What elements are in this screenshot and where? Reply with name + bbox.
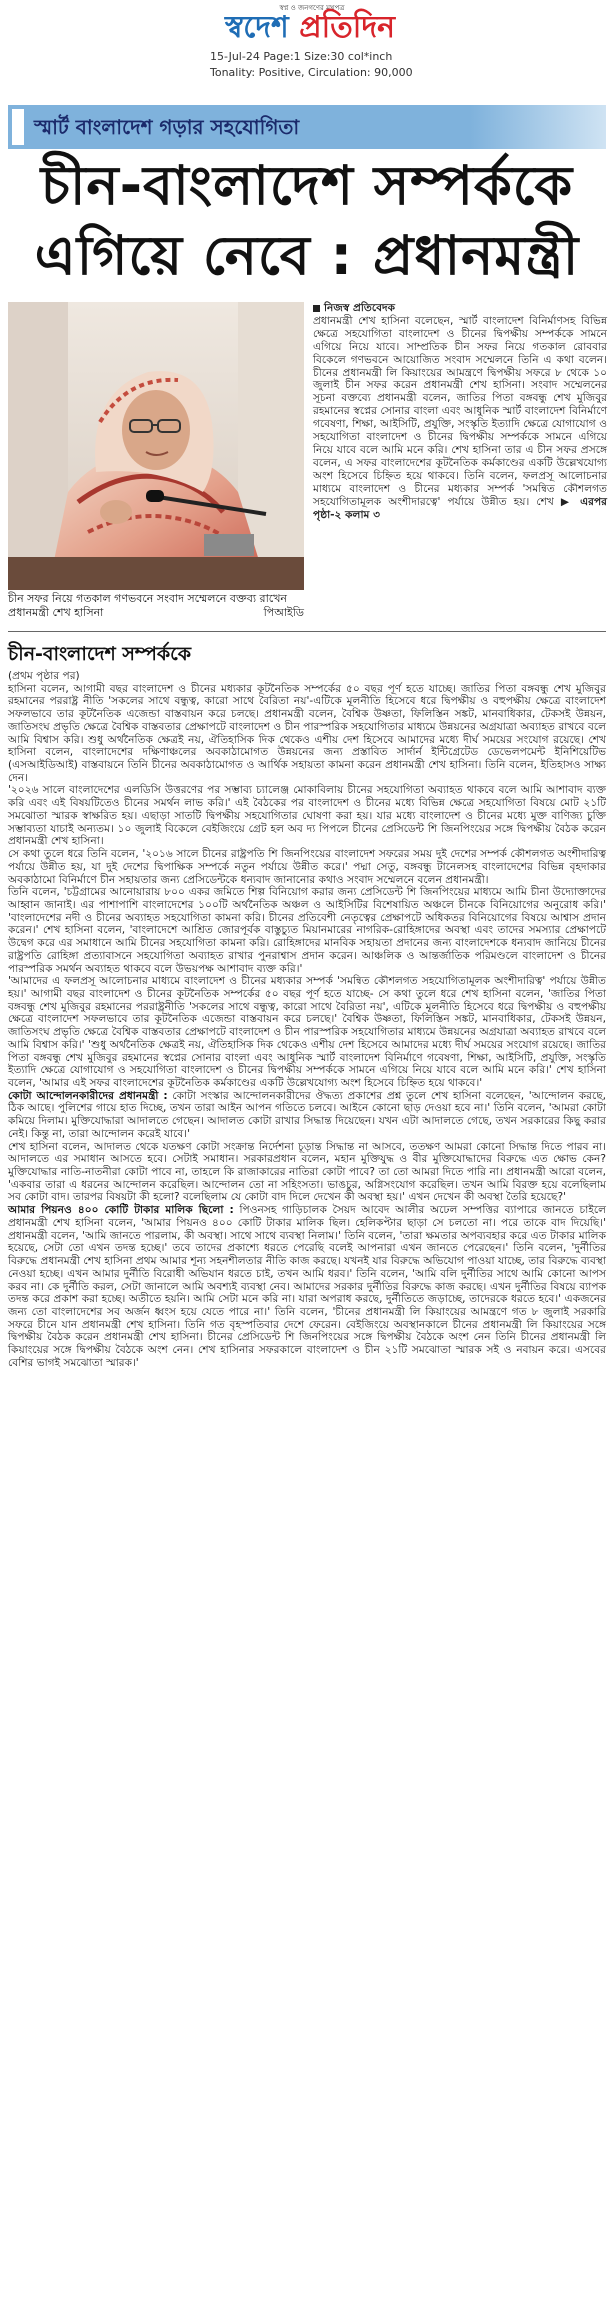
body-paragraph: শেখ হাসিনা বলেন, আদালত থেকে যতক্ষণ কোটা সংক্রান্ত নির্দেশনা চূড়ান্ত সিদ্ধান্ত না আসবে, ততক্ষণ আমরা কোনো সিদ্ধান্ত দিতে পারব না। আদালতে এর সমাধান আসতে হবে। সেটাই সমাধান। সরকারপ্রধান বলেন, মহান মুক্তিযুদ্ধ ও বীর মুক্তিযোদ্ধাদের বিরুদ্ধে এত ক্ষোভ কেন? মুক্তিযোদ্ধার নাতি-নাতনীরা কোটা পাবে না, তাহলে কি রাজাকারের নাতিরা কোটা পাবে? তা তো আমরা দিতে পারি না। প্রধানমন্ত্রী আরো বলেন, 'একবার তারা এ ধরনের আন্দোলন করেছিল। আন্দোলন তো না সহিংসতা। ভাঙচুর, অগ্নিসংযোগ করেছিল। তখন আমি বিরক্ত হয়ে বলেছিলাম সব কোটা বাদ। তারপর বিষয়টা কী হলো? বলেছিলাম যে কোটা বাদ দিলে দেখেন কী অবস্থা হয়।' এখন দেখেন কী অবস্থা তৈরি হয়েছে?' (8, 1140, 606, 1204)
peon-subheading: আমার পিয়নও ৪০০ কোটি টাকার মালিক ছিলো : (8, 1204, 234, 1217)
peon-section (8, 1204, 606, 1369)
banner-kicker: স্মার্ট বাংলাদেশ গড়ার সহযোগিতা (34, 115, 300, 139)
continued-marker: ▶ এরপর পৃষ্ঠা-২ কলাম ৩ (313, 495, 607, 521)
body-paragraph: হাসিনা বলেন, আগামী বছর বাংলাদেশ ও চীনের মধ্যকার কূটনৈতিক সম্পর্কের ৫০ বছর পূর্ণ হতে যাচ্ছে। জাতির পিতা বঙ্গবন্ধু শেখ মুজিবুর রহমানের পররাষ্ট্র নীতি 'সকলের সাথে বন্ধুত্ব, কারো সাথে বৈরিতা নয়'-এটিকে মূলনীতি হিসেবে ধরে দ্বিপক্ষীয় ও বহুপক্ষীয় ক্ষেত্রে বাংলাদেশ সফলভাবে তার কূটনৈতিক এজেন্ডা বাস্তবায়ন করে চলছে। প্রধানমন্ত্রী বলেন, বৈশ্বিক উষ্ণতা, ফিলিস্তিন সঙ্কট, মানবাধিকার, টেকসই উন্নয়ন, জাতিসংঘ প্রভৃতি ক্ষেত্রে বৈশ্বিক বাস্তবতার প্রেক্ষাপটে বাংলাদেশ ও চীন পারস্পরিক সহযোগিতার মাধ্যমে উন্নয়নের অগ্রযাত্রা অব্যাহত রাখবে বলে আমি বিশ্বাস করি। শুধু অর্থনৈতিক ক্ষেত্রই নয়, ঐতিহাসিক দিক থেকেও এশীয় দেশ হিসেবে আমাদের মধ্যে দীর্ঘ সময়ের সংযোগ রয়েছে। শেখ হাসিনা বলেন, বাংলাদেশের দক্ষিণাঞ্চলের অবকাঠামোগত উন্নয়নের জন্য প্রস্তাবিত সার্দার্ন ইন্টিগ্রেটেড ডেভেলপমেন্ট ইনিশিয়েটিভ (এসআইডিআই) বাস্তবায়নে তিনি চীনের অবকাঠামোগত ও আর্থিক সহায়তা কামনা করেন প্রধানমন্ত্রী শেখ হাসিনা। তিনি বলেন, ইতিহাসও সাক্ষ্য দেন। (8, 682, 606, 784)
newspaper-logo (200, 9, 420, 47)
photo-credit: পিআইডি (263, 606, 304, 619)
jump-headline: চীন-বাংলাদেশ সম্পর্ককে (8, 643, 192, 665)
body-paragraph: 'আমাদের এ ফলপ্রসূ আলোচনার মাধ্যমে বাংলাদেশ ও চীনের মধ্যকার সম্পর্ক 'সমন্বিত কৌশলগত সহযোগিতামূলক অংশীদারিত্ব' পর্যায়ে উন্নীত হয়।' আগামী বছর বাংলাদেশ ও চীনের কূটনৈতিক সম্পর্কের ৫০ বছর পূর্ণ হতে যাচ্ছে- সে কথা তুলে ধরে শেখ হাসিনা বলেন, 'জাতির পিতা বঙ্গবন্ধু শেখ মুজিবুর রহমানের পররাষ্ট্রনীতি 'সকলের সাথে বন্ধুত্ব, কারো সাথে বৈরিতা নয়', এটিকে মূলনীতি হিসেবে ধরে দ্বিপক্ষীয় ও বহুপক্ষীয় ক্ষেত্রে বাংলাদেশ সফলভাবে তার কূটনৈতিক এজেন্ডা বাস্তবায়ন করে চলছে।' বৈশ্বিক উষ্ণতা, ফিলিস্তিন সঙ্কট, মানবাধিকার, টেকসই উন্নয়ন, জাতিসংঘ প্রভৃতি ক্ষেত্রে বৈশ্বিক বাস্তবতার প্রেক্ষাপটে বাংলাদেশ ও চীন পারস্পরিক সহযোগিতার মাধ্যমে উন্নয়নের অগ্রযাত্রা অব্যাহত রাখবে বলে আমি বিশ্বাস করি।' 'শুধু অর্থনৈতিক ক্ষেত্রই নয়, ঐতিহাসিক দিক থেকেও এশীয় দেশ হিসেবে আমাদের মধ্যে দীর্ঘ সময়ের সংযোগ রয়েছে। জাতির পিতা বঙ্গবন্ধু শেখ মুজিবুর রহমানের স্বপ্নের সোনার বাংলা এবং আধুনিক স্মার্ট বাংলাদেশ বিনির্মাণে গবেষণা, শিক্ষা, আইসিটি, প্রযুক্তি, সংস্কৃতি ইত্যাদি ক্ষেত্রে যোগাযোগ ও সহযোগিতা বাংলাদেশ ও চীনের দ্বিপক্ষীয় সম্পর্ককে সামনে এগিয়ে নিয়ে যাবে বলে আমি মনে করি।' শেখ হাসিনা বলেন, 'আমার এই সফর বাংলাদেশের কূটনৈতিক কর্মকাণ্ডের একটি উল্লেখযোগ্য অংশ হিসেবে চিহ্নিত হয়ে থাকবে।' (8, 975, 606, 1089)
clipping-date-line: 15-Jul-24 Page:1 Size:30 col*inch (210, 50, 393, 63)
jump-article-body (8, 670, 606, 1370)
headline-line-2: এগিয়ে নেবে : প্রধানমন্ত্রী (34, 224, 580, 287)
peon-text: পিওনসহ গাড়িচালক সৈয়দ আবেদ আলীর অঢেল সম্পত্তির ব্যাপারে জানতে চাইলে প্রধানমন্ত্রী শেখ হাসিনা বলেন, 'আমার পিয়নও ৪০০ কোটি টাকার মালিক ছিল। হেলিকপ্টার ছাড়া সে চলতো না। পরে তাকে বাদ দিয়েছি।' প্রধানমন্ত্রী বলেন, 'আমি জানতে পারলাম, কী অবস্থা। সাথে সাথে ব্যবস্থা নিলাম।' তিনি বলেন, 'তারা ক্ষমতার অপব্যবহার করে এত টাকার মালিক হয়েছে, সেটা তো এখন তদন্ত হচ্ছে।' তবে তাদের প্রকাশ্যে ধরতে পেরেছি বলেই আপনারা এখন জানতে পেরেছেন।' তিনি বলেন, 'দুর্নীতির বিরুদ্ধে প্রধানমন্ত্রী শেখ হাসিনা প্রথম আমার শূন্য সহনশীলতার নীতি কাজ করছে। যখনই যার বিরুদ্ধে অভিযোগ পাওয়া যাচ্ছে, তার বিরুদ্ধে ব্যবস্থা নেওয়া হচ্ছে। এখন আমার দুর্নীতি বিরোধী অভিযান ধরতে চাই, তখন আমি ধরব।' তিনি বলেন, 'আমি বলি দুর্নীতির সাথে আমি কোনো আপস করব না। কে দুর্নীতি করল, সেটা জানালে আমি অবশ্যই ব্যবস্থা নেব। আমাদের সরকার দুর্নীতির বিরুদ্ধে কাজ করছে। এখন দুর্নীতির বিষয়ে ব্যাপক তদন্ত করে প্রকাশ করা হচ্ছে। অতীতে হয়নি। আমি সেটা মনে করি না। যারা অপরাধ করছে, দুর্নীতিতে জড়াচ্ছে, তাদেরকে ধরতে হবে।' একজনের জন্য তো বাংলাদেশের সব অর্জন ধ্বংস হয়ে যেতে পারে না।' তিনি বলেন, 'চীনের প্রধানমন্ত্রী লি কিয়াংয়ের আমন্ত্রণে গত ৮ জুলাই সরকারি সফরে চীনে যান প্রধানমন্ত্রী শেখ হাসিনা। তিনি গত বৃহস্পতিবার দেশে ফেরেন। বেইজিংয়ে অবস্থানকালে চীনের প্রধানমন্ত্রী লি কিয়াংয়ের সঙ্গে দ্বিপক্ষীয় বৈঠক করেন প্রধানমন্ত্রী শেখ হাসিনা। চীনের প্রেসিডেন্ট শি জিনপিংয়ের সঙ্গে দ্বিপক্ষীয় বৈঠকে অংশ নেন তিনি চীনের প্রধানমন্ত্রী লি কিয়াংয়ের সঙ্গে দ্বিপক্ষীয় বৈঠকে অংশ নেন। শেখ হাসিনার সফরকালে বাংলাদেশ ও চীন ২১টি সমঝোতা স্মারক সই ও নবায়ন করে। এসবের বেশির ভাগই সমঝোতা স্মারক।' (8, 1204, 606, 1369)
headline-line-1: চীন-বাংলাদেশ সম্পর্ককে (40, 154, 574, 217)
quota-section (8, 1090, 606, 1141)
masthead-tagline: স্বপ্ন ও জনগণের মুখপত্র (279, 4, 345, 12)
banner-fade (470, 105, 606, 149)
quota-text: কোটা সংস্কার আন্দোলনকারীদের ঔদ্ধত্য প্রকাশের প্রশ্ন তুলে শেখ হাসিনা বলেছেন, 'আন্দোলন করছে, ঠিক আছে। পুলিশের গায়ে হাত দিচ্ছে, তখন তারা আইন আপন গতিতে চলবে। আইনে কোনো ছাড় দেওয়া হবে না।' তিনি বলেন, 'আমরা কোটা কমিয়ে দিলাম। মুক্তিযোদ্ধারা আদালতে গেছেন। আদালত কোটা রাখার সিদ্ধান্ত দিয়েছেন। যখন এটা আদালতে গেছে, তখন সরকারের কিছু করার নেই। কিন্তু না, তারা আন্দোলন করেই যাবে।' (8, 1089, 606, 1140)
continued-on: এরপর পৃষ্ঠা-২ কলাম ৩ (313, 495, 607, 521)
byline: নিজস্ব প্রতিবেদক (324, 302, 395, 314)
body-paragraph: '২০২৬ সালে বাংলাদেশের এলডিসি উত্তরণের পর সম্ভাব্য চ্যালেঞ্জ মোকাবিলায় চীনের সহযোগিতা অব্যাহত থাকবে বলে আমি আশাবাদ ব্যক্ত করি এবং এই বিষয়টিতেও চীনের সমর্থন লাভ করি।' এই বৈঠকের পর বাংলাদেশ ও চীনের মধ্যে বিভিন্ন ক্ষেত্রে সহযোগিতা বিষয়ে মোট ২১টি সমঝোতা স্মারক স্বাক্ষরিত হয়। এছাড়া সাতটি দ্বিপক্ষীয় সহযোগিতার ঘোষণা করা হয়। যার মধ্যে বাংলাদেশ ও চীনের মধ্যে মুক্ত বাণিজ্য চুক্তি সম্ভাব্যতা যাচাই অন্যতম। ১০ জুলাই বিকেলে বেইজিংয়ে গ্রেট হল অব দ্য পিপলে চীনের প্রেসিডেন্ট শি জিনপিংয়ের সঙ্গে দ্বিপক্ষীয় বৈঠক করেন প্রধানমন্ত্রী শেখ হাসিনা। (8, 784, 606, 848)
banner-accent (12, 109, 24, 145)
logo-part-2: প্রতিদিন (299, 10, 396, 45)
jump-from-label: (প্রথম পৃষ্ঠার পর) (8, 670, 80, 682)
lead-paragraph: প্রধানমন্ত্রী শেখ হাসিনা বলেছেন, স্মার্ট বাংলাদেশ বিনির্মাণসহ বিভিন্ন ক্ষেত্রে সহযোগিতা বাংলাদেশ ও চীনের দ্বিপক্ষীয় সম্পর্ককে সামনে এগিয়ে নিয়ে যাবে। সাম্প্রতিক চীন সফর নিয়ে গতকাল রোববার বিকেলে গণভবনে আয়োজিত সংবাদ সম্মেলনে তিনি এ কথা বলেন। চীনের প্রধানমন্ত্রী লি কিয়াংয়ের আমন্ত্রণে দ্বিপক্ষীয় সফরে ৮ থেকে ১০ জুলাই চীন সফর করেন প্রধানমন্ত্রী শেখ হাসিনা। সংবাদ সম্মেলনের সূচনা বক্তব্যে প্রধানমন্ত্রী বলেন, জাতির পিতা বঙ্গবন্ধু শেখ মুজিবুর রহমানের স্বপ্নের সোনার বাংলা এবং আধুনিক স্মার্ট বাংলাদেশ বিনির্মাণে গবেষণা, শিক্ষা, আইসিটি, প্রযুক্তি, সংস্কৃতি ইত্যাদি ক্ষেত্রে যোগাযোগ ও সহযোগিতা বাংলাদেশ ও চীনের দ্বিপক্ষীয় সম্পর্ককে সামনে এগিয়ে নিয়ে যাবে বলে আমি মনে করি। শেখ হাসিনা তার এ চীন সফর প্রসঙ্গে বলেন, এ সফর বাংলাদেশের কূটনৈতিক কর্মকাণ্ডের একটি উল্লেখযোগ্য অংশ হিসেবে চিহ্নিত হয়ে থাকবে। তিনি বলেন, ফলপ্রসূ আলোচনার মাধ্যমে বাংলাদেশ ও চীনের মধ্যকার সম্পর্ক 'সমন্বিত কৌশলগত সহযোগিতামূলক অংশীদারত্বে' পর্যায়ে উন্নীত হয়। শেখ (313, 314, 607, 508)
logo-part-1: স্বদেশ (224, 10, 300, 45)
prime-minister-photo (8, 302, 304, 590)
byline-square-icon (313, 305, 320, 312)
photo-caption (8, 592, 304, 620)
body-paragraph: সে কথা তুলে ধরে তিনি বলেন, '২০১৬ সালে চীনের রাষ্ট্রপতি শি জিনপিংয়ের বাংলাদেশ সফরের সময় দুই দেশের সম্পর্ক কৌশলগত অংশীদারিত্ব পর্যায়ে উন্নীত হয়, যা দুই দেশের দ্বিপাক্ষিক সম্পর্কে নতুন পর্যায়ে উন্নীত করে।' পদ্মা সেতু, বঙ্গবন্ধু টানেলসহ বাংলাদেশের বিভিন্ন বৃহদাকার অবকাঠামো বিনির্মাণে চীন সহায়তার জন্য প্রেসিডেন্টকে ধন্যবাদ জানানোর কথাও সংবাদ সম্মেলনে বলেন প্রধানমন্ত্রী। (8, 848, 606, 886)
body-paragraph: তিনি বলেন, 'চট্টগ্রামের আনোয়ারায় ৮০০ একর জমিতে শিল্প বিনিয়োগ করার জন্য প্রেসিডেন্ট শি জিনপিংয়ের মাধ্যমে আমি চীনা উদ্যোক্তাদের আহ্বান জানাই। এর পাশাপাশি বাংলাদেশের ১০০টি অর্থনৈতিক অঞ্চল ও আইসিটির বিশেষায়িত অঞ্চলে চীনকে বিনিয়োগের অনুরোধ করি।' 'বাংলাদেশের নদী ও চীনের অব্যাহত সহযোগিতা কামনা করি। চীনের প্রতিবেশী নেতৃত্বের প্রেক্ষাপটে অধিকতর বিনিয়োগের বিষয়ে আশ্বাস প্রদান করেন।' শেখ হাসিনা বলেন, 'বাংলাদেশে আশ্রিত জোরপূর্বক বাস্তুচ্যুত মিয়ানমারের নাগরিক-রোহিঙ্গাদের অবস্থা এবং তাদের সমস্যার প্রেক্ষাপটে উদ্বেগ করে এর সমাধানে আমি চীনের সহযোগিতা কামনা করি। রোহিঙ্গাদের মানবিক সহায়তা প্রদানের জন্য বাংলাদেশকে ধন্যবাদ জানিয়ে চীনের রাষ্ট্রপতি রোহিঙ্গা প্রত্যাবাসনে সহযোগিতা অব্যাহত রাখার পুনরাশ্বাস প্রদান করেন। আঞ্চলিক ও আন্তর্জাতিক পরিমণ্ডলে বাংলাদেশ ও চীনের পারস্পরিক সমর্থন অব্যাহত থাকবে বলে উভয়পক্ষ আশাবাদ ব্যক্ত করি।' (8, 886, 606, 975)
lead-article-text (313, 302, 607, 521)
photo-caption-text: চীন সফর নিয়ে গতকাল গণভবনে সংবাদ সম্মেলনে বক্তব্য রাখেন প্রধানমন্ত্রী শেখ হাসিনা (8, 592, 288, 619)
quota-subheading: কোটা আন্দোলনকারীদের প্রধানমন্ত্রী : (8, 1089, 168, 1102)
section-divider (8, 631, 606, 632)
clipping-tonality-line: Tonality: Positive, Circulation: 90,000 (210, 66, 413, 79)
